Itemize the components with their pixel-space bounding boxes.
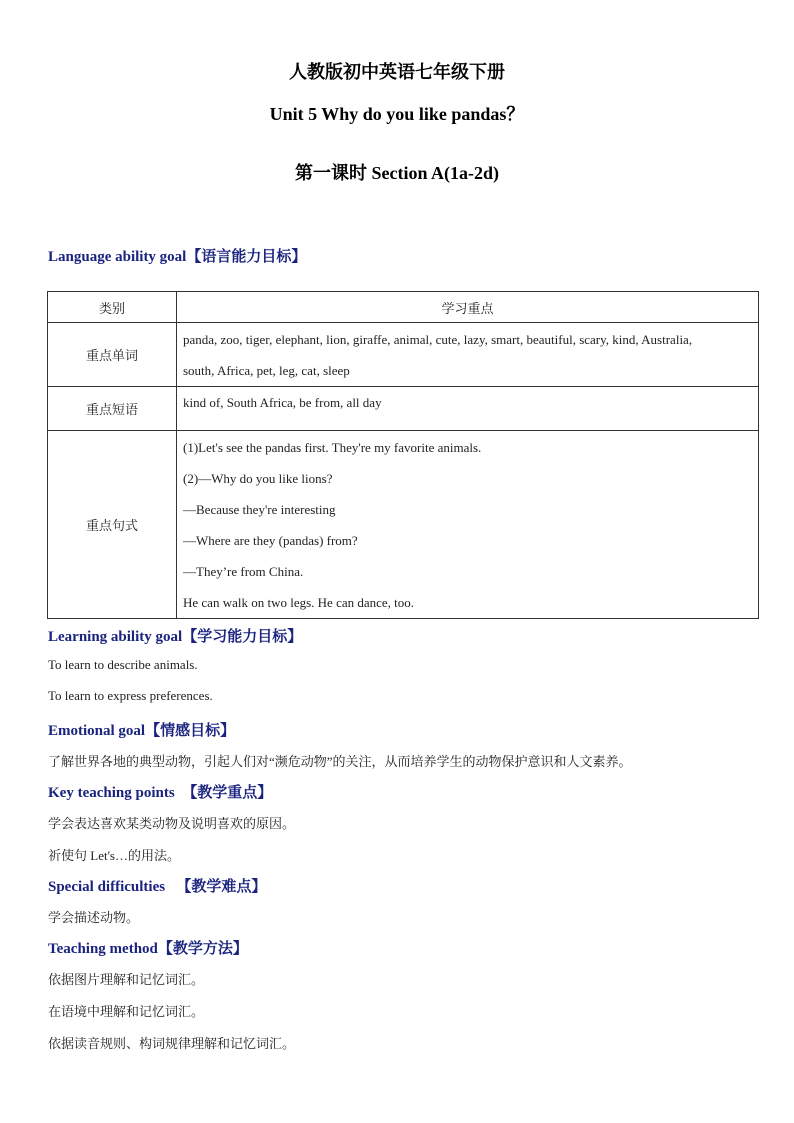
row-category: 重点句式 <box>48 431 177 619</box>
learning-goal-item: To learn to describe animals. <box>48 657 198 672</box>
content-line: He can walk on two legs. He can dance, too. <box>183 594 415 610</box>
content-line: —Because they're interesting <box>183 501 336 517</box>
difficulties-heading-en: Special difficulties <box>48 879 166 895</box>
table-header-row <box>48 292 759 323</box>
column-header-category: 类别 <box>48 292 177 323</box>
unit-title: Unit 5 Why do you like pandas？ <box>269 104 525 124</box>
language-focus-table <box>47 291 759 619</box>
book-title: 人教版初中英语七年级下册 <box>289 62 505 82</box>
key-points-heading-cn: 【教学重点】 <box>182 785 273 801</box>
content-line: —Where are they (pandas) from? <box>183 532 358 548</box>
method-item: 依据图片理解和记忆词汇。 <box>48 972 205 987</box>
content-line: —They’re from China. <box>183 563 304 579</box>
method-heading <box>48 937 248 958</box>
method-heading-en: Teaching method <box>48 941 158 957</box>
key-point-item: 学会表达喜欢某类动物及说明喜欢的原因。 <box>48 816 296 831</box>
difficulty-item: 学会描述动物。 <box>48 910 140 925</box>
table-row <box>48 431 759 619</box>
learning-goal-heading <box>48 625 302 646</box>
key-points-heading-en: Key teaching points <box>48 785 175 801</box>
column-header-focus: 学习重点 <box>177 292 759 323</box>
learning-goal-heading-en: Learning ability goal <box>48 629 183 645</box>
row-content <box>177 431 759 619</box>
emotional-goal-heading <box>48 719 235 740</box>
lesson-title: 第一课时 Section A(1a-2d) <box>295 163 499 183</box>
language-goal-heading-en: Language ability goal <box>48 249 187 265</box>
emotional-goal-heading-cn: 【情感目标】 <box>145 723 236 739</box>
key-points-heading <box>48 781 272 802</box>
content-line: south, Africa, pet, leg, cat, sleep <box>183 362 350 378</box>
emotional-goal-heading-en: Emotional goal <box>48 723 146 739</box>
method-item: 在语境中理解和记忆词汇。 <box>48 1004 205 1019</box>
emotional-goal-item: 了解世界各地的典型动物，引起人们对“濒危动物”的关注，从而培养学生的动物保护意识和人文素养。 <box>48 754 632 769</box>
difficulties-heading <box>48 875 266 896</box>
table-row <box>48 323 759 387</box>
method-heading-cn: 【教学方法】 <box>157 941 248 957</box>
row-content <box>177 323 759 387</box>
language-goal-heading-cn: 【语言能力目标】 <box>186 249 307 265</box>
difficulties-heading-cn: 【教学难点】 <box>176 879 267 895</box>
content-line: (1)Let's see the pandas first. They're my favorite animals. <box>183 439 482 455</box>
row-category: 重点短语 <box>48 387 177 431</box>
method-item: 依据读音规则、构词规律理解和记忆词汇。 <box>48 1036 296 1051</box>
key-point-item: 祈使句 Let's…的用法。 <box>48 848 180 863</box>
row-content <box>177 387 759 431</box>
row-category: 重点单词 <box>48 323 177 387</box>
content-line: kind of, South Africa, be from, all day <box>183 395 382 410</box>
learning-goal-heading-cn: 【学习能力目标】 <box>182 629 303 645</box>
table-row <box>48 387 759 431</box>
content-line: (2)—Why do you like lions? <box>183 470 333 486</box>
learning-goal-item: To learn to express preferences. <box>48 688 213 703</box>
content-line: panda, zoo, tiger, elephant, lion, giraffe, animal, cute, lazy, smart, beautiful, scary, kind, Australia, <box>183 331 693 347</box>
language-goal-heading <box>48 245 306 266</box>
